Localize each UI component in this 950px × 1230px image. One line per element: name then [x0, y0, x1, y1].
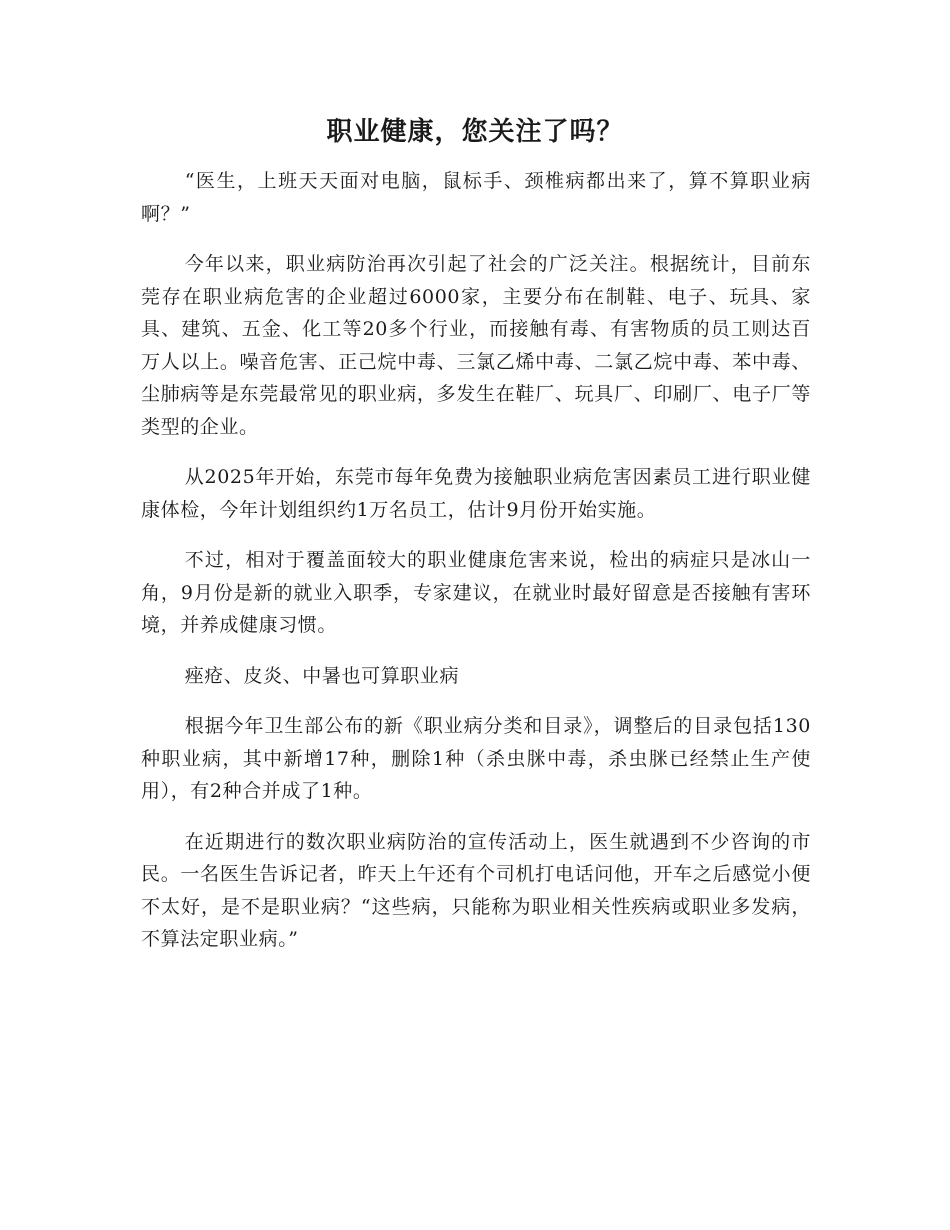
paragraph-statistics: 今年以来，职业病防治再次引起了社会的广泛关注。根据统计，目前东莞存在职业病危害的企业超过6000家，主要分布在制鞋、电子、玩具、家具、建筑、五金、化工等20多个行业，而接触有毒、有害物质的员工则达百万人以上。噪音危害、正己烷中毒、三氯乙烯中毒、二氯乙烷中毒、苯中毒、尘肺病等是东莞最常见的职业病，多发生在鞋厂、玩具厂、印刷厂、电子厂等类型的企业。 [141, 253, 811, 438]
paragraph-classification: 根据今年卫生部公布的新《职业病分类和目录》，调整后的目录包括130种职业病，其中新增17种，删除1种（杀虫脒中毒，杀虫脒已经禁止生产使用），有2种合并成了1种。 [141, 715, 811, 802]
paragraph-expert-advice: 不过，相对于覆盖面较大的职业健康危害来说，检出的病症只是冰山一角，9月份是新的就业入职季，专家建议，在就业时最好留意是否接触有害环境，并养成健康习惯。 [141, 549, 811, 636]
paragraph-consultation: 在近期进行的数次职业病防治的宣传活动上，医生就遇到不少咨询的市民。一名医生告诉记者，昨天上午还有个司机打电话问他，开车之后感觉小便不太好，是不是职业病？“这些病，只能称为职业相关性疾病或职业多发病，不算法定职业病。” [141, 830, 811, 950]
document-title: 职业健康，您关注了吗？ [326, 117, 624, 147]
paragraph-doctor-question: “医生，上班天天面对电脑，鼠标手、颈椎病都出来了，算不算职业病啊？” [141, 170, 811, 225]
paragraph-free-checkup: 从2025年开始，东莞市每年免费为接触职业病危害因素员工进行职业健康体检，今年计划组织约1万名员工，估计9月份开始实施。 [141, 466, 811, 521]
document-body [141, 165, 811, 974]
section-heading: 痤疮、皮炎、中暑也可算职业病 [184, 664, 460, 687]
